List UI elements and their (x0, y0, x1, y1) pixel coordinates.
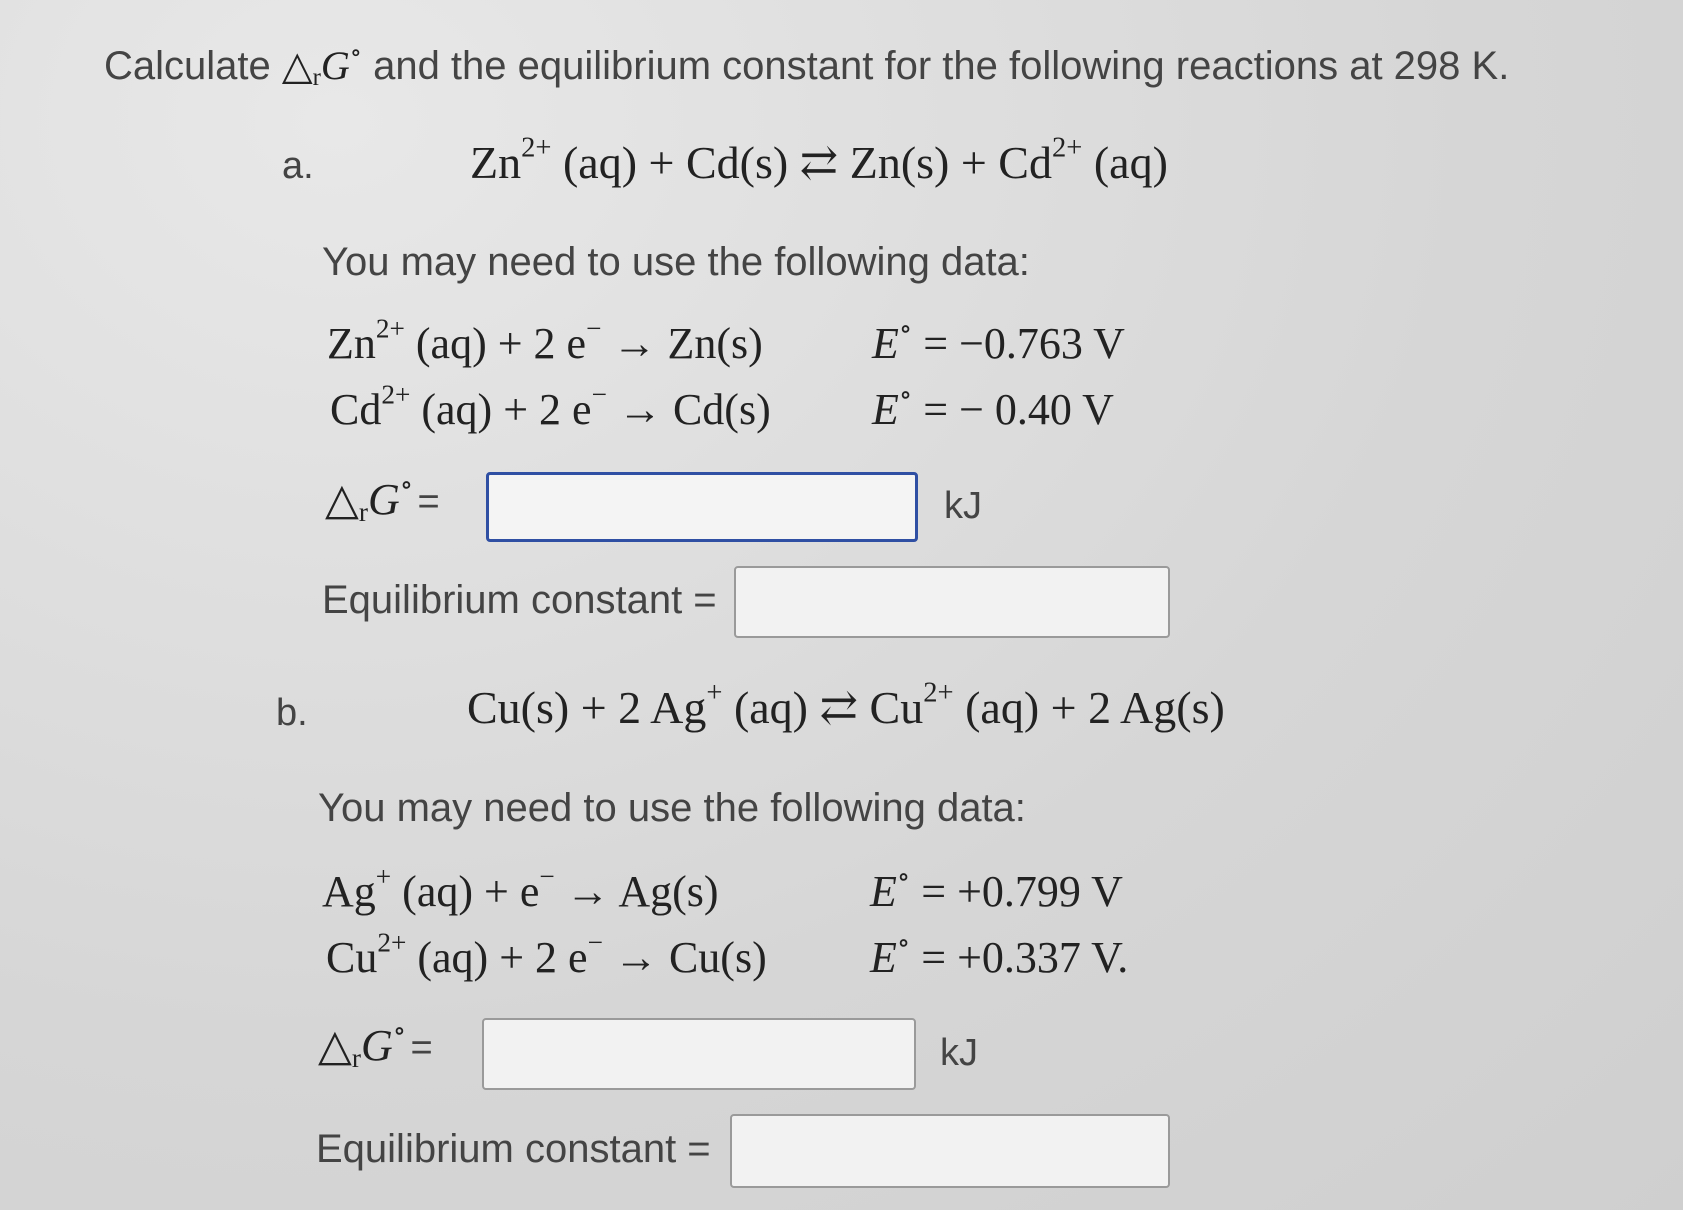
part-b-data-intro: You may need to use the following data: (318, 786, 1026, 830)
part-a-dg-label: $\triangle_rG^\circ$ = (325, 469, 440, 527)
part-a-k-label: Equilibrium constant = (322, 578, 717, 622)
part-b-k-label: Equilibrium constant = (316, 1127, 711, 1171)
part-b-potential: E∘ = +0.799 V (870, 861, 1123, 916)
part-a-dg-input[interactable] (486, 472, 918, 542)
part-a-reaction: $Zn^{2+}$ (aq) + Cd(s) ⇄ $Zn(s) + Cd^{2+}$ (aq) (470, 132, 1168, 188)
part-a-k-input[interactable] (734, 566, 1170, 638)
part-b-half-reaction: Ag+ (aq) + e− → Ag(s) (322, 861, 719, 916)
part-b-dg-input[interactable] (482, 1018, 916, 1090)
question-title (104, 39, 1510, 92)
title-prefix: Calculate (104, 44, 282, 88)
part-b-half-reaction: $Cu^{2+}$ (aq) + 2 e− → Cu(s) (326, 927, 767, 982)
part-a-potential: E∘ = −0.763 V (872, 313, 1125, 368)
part-b-k-input[interactable] (730, 1114, 1170, 1188)
delta-g-symbol: $\triangle_rG^\circ$ (325, 469, 414, 527)
equilibrium-arrow: ⇄ (799, 137, 839, 188)
part-a-half-reaction: $Zn^{2+}$ (aq) + 2 e− → Zn(s) (327, 313, 763, 368)
delta-g-symbol: $\triangle_rG^\circ$ (281, 39, 362, 92)
equilibrium-arrow: ⇄ (819, 682, 859, 733)
title-suffix: and the equilibrium constant for the following reactions at 298 K. (361, 44, 1510, 88)
delta-g-symbol: $\triangle_rG^\circ$ (318, 1015, 407, 1073)
part-a-label: a. (282, 145, 314, 187)
part-a-potential: E∘ = − 0.40 V (872, 379, 1114, 434)
part-a-half-reaction: $Cd^{2+}$ (aq) + 2 e− → Cd(s) (330, 379, 771, 434)
part-a-data-intro: You may need to use the following data: (322, 240, 1030, 284)
part-a-dg-unit: kJ (944, 485, 982, 527)
part-b-reaction: Cu(s) + 2 Ag+ (aq) ⇄ $Cu^{2+}$ (aq) + 2 Ag(s) (467, 677, 1225, 733)
part-b-dg-unit: kJ (940, 1032, 978, 1074)
part-b-label: b. (276, 692, 308, 734)
part-b-dg-label: $\triangle_rG^\circ$ = (318, 1015, 433, 1073)
part-b-potential: E∘ = +0.337 V. (870, 927, 1129, 982)
